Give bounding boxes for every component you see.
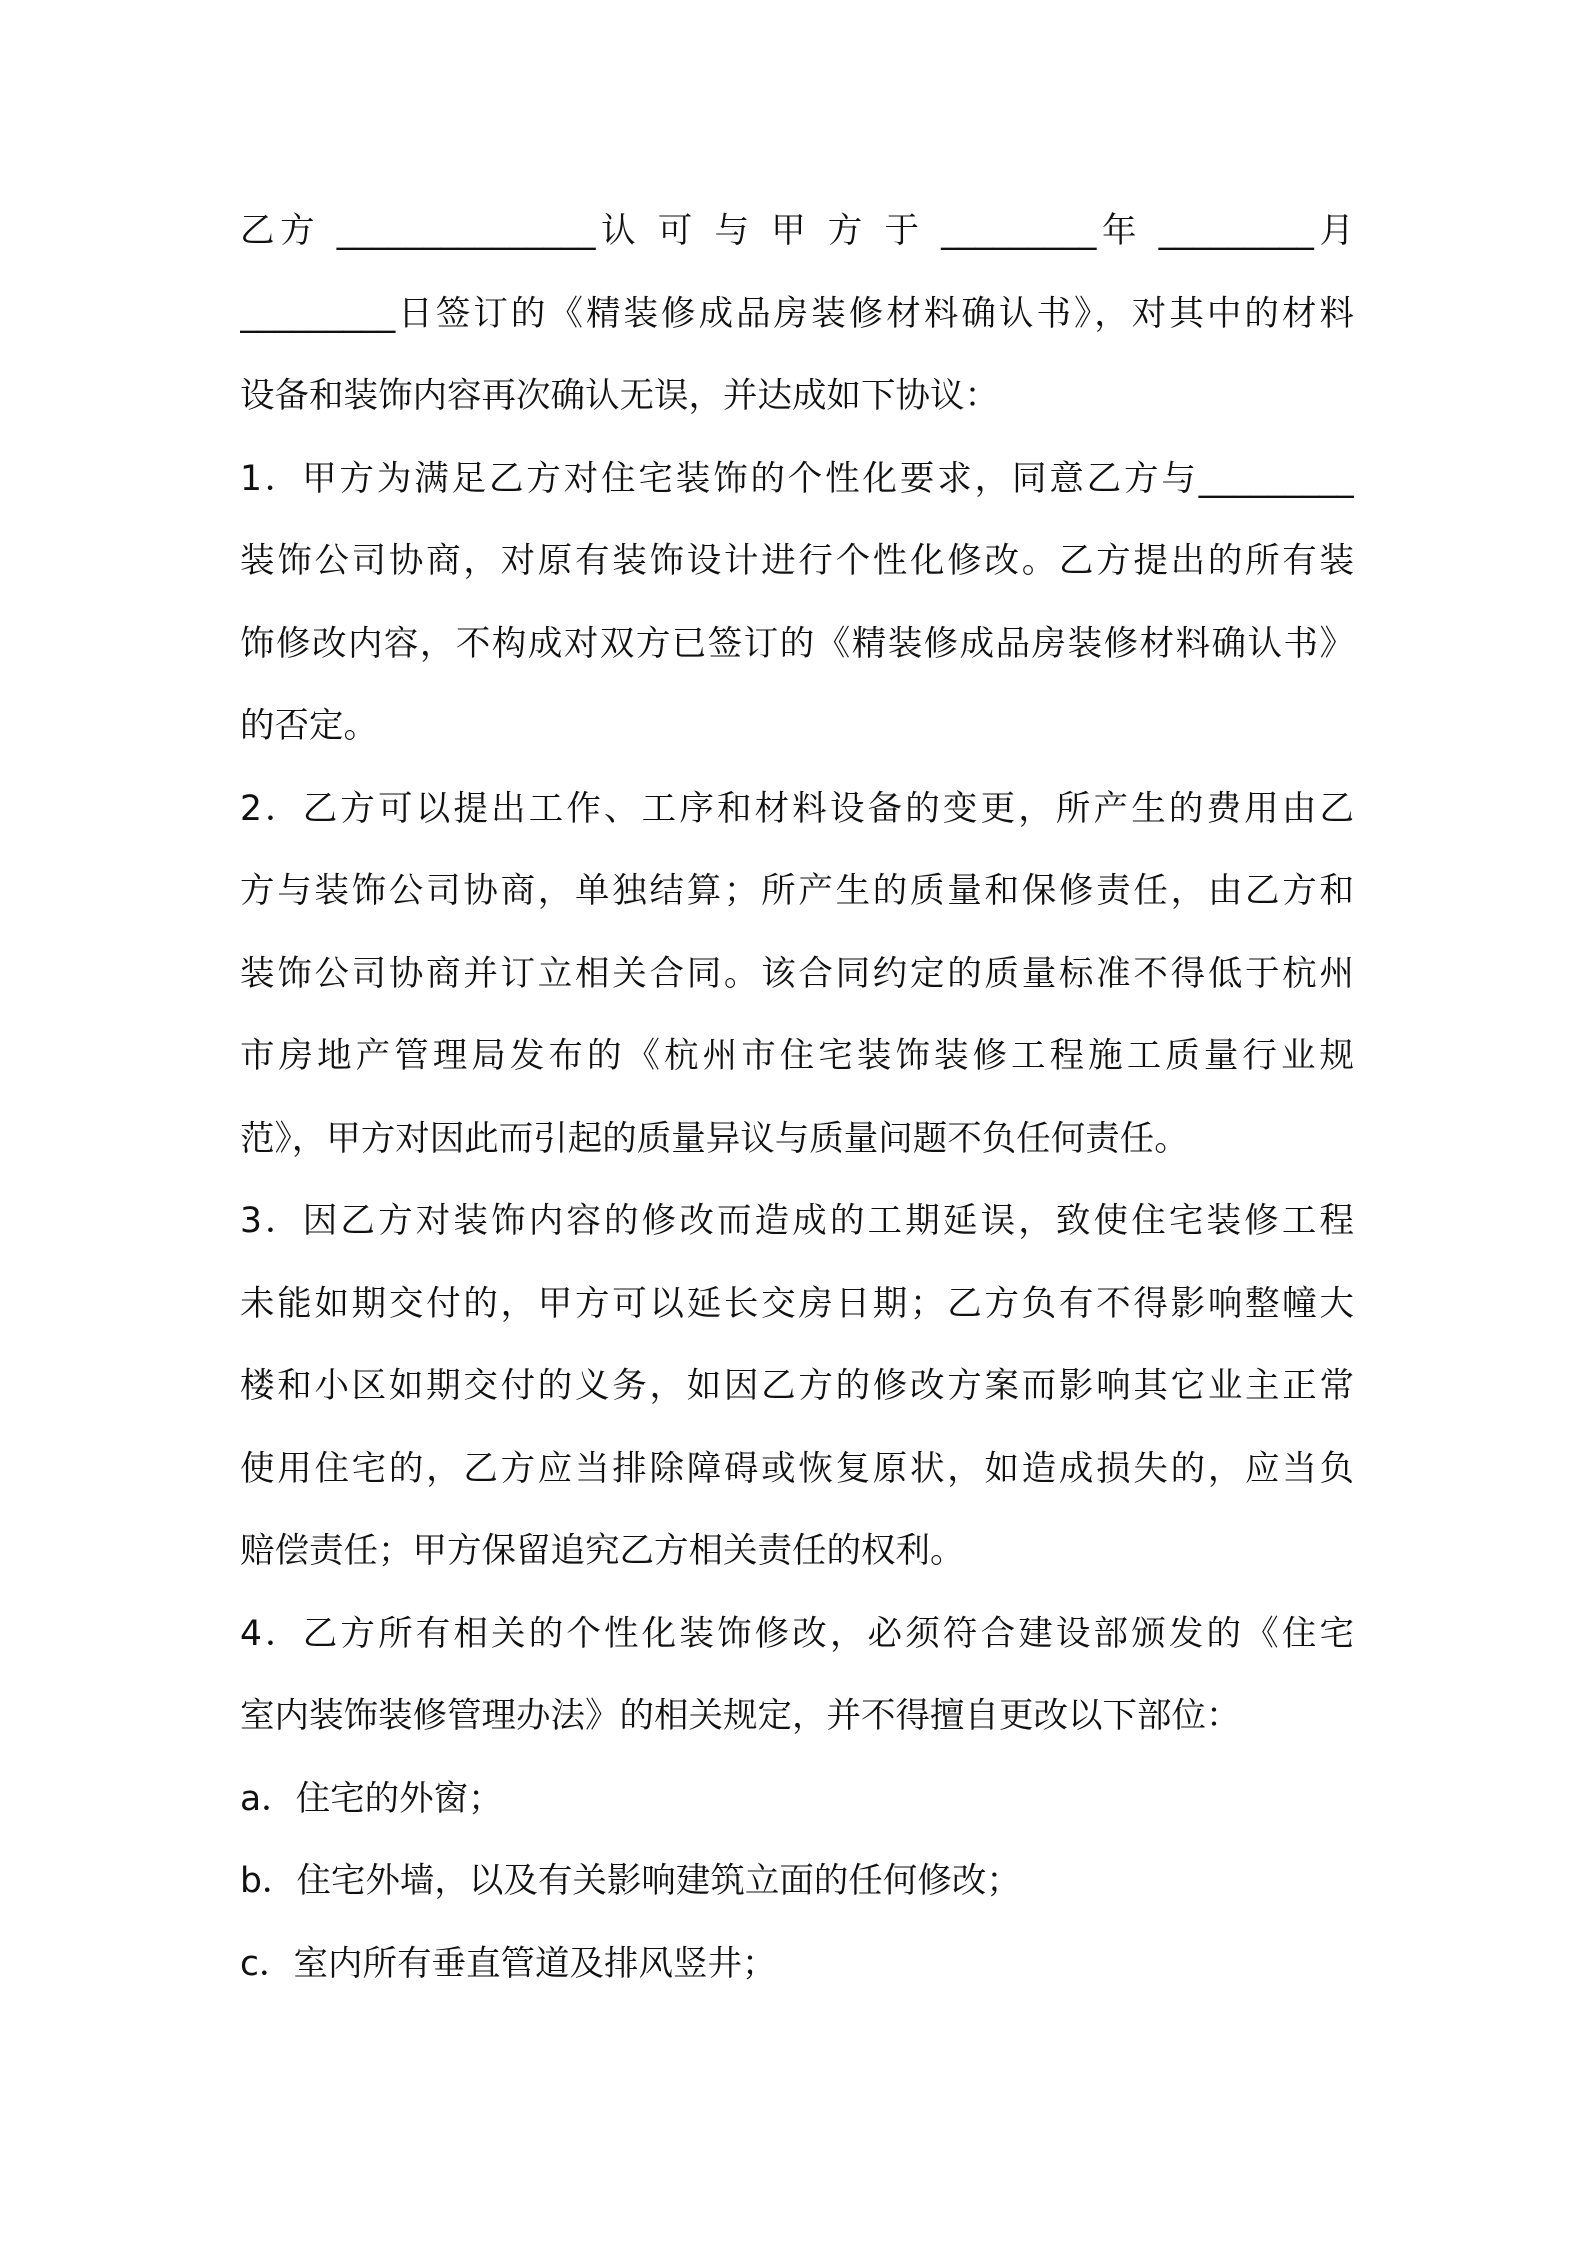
text-line: 1．甲方为满足乙方对住宅装饰的个性化要求，同意乙方与_________ (240, 458, 1354, 499)
text-line: _________日签订的《精装修成品房装修材料确认书》，对其中的材料 (240, 293, 1354, 334)
text-line: 赔偿责任；甲方保留追究乙方相关责任的权利。 (240, 1531, 965, 1571)
text-line: 使用住宅的，乙方应当排除障碍或恢复原状，如造成损失的，应当负 (240, 1448, 1354, 1489)
text-line: a．住宅的外窗； (240, 1778, 503, 1819)
text-line: 范》，甲方对因此而引起的质量异议与质量问题不负任何责任。 (240, 1118, 1189, 1159)
text-line: 方与装饰公司协商，单独结算；所产生的质量和保修责任，由乙方和 (240, 871, 1354, 911)
document-page (240, 190, 1354, 2040)
text-line: 装饰公司协商并订立相关合同。该合同约定的质量标准不得低于杭州 (240, 953, 1354, 994)
text-line: 饰修改内容，不构成对双方已签订的《精装修成品房装修材料确认书》 (240, 623, 1354, 664)
text-line: 4．乙方所有相关的个性化装饰修改，必须符合建设部颁发的《住宅 (240, 1613, 1354, 1654)
text-line: 的否定。 (240, 706, 378, 746)
text-line: 3．因乙方对装饰内容的修改而造成的工期延误，致使住宅装修工程 (240, 1201, 1354, 1241)
text-line: 市房地产管理局发布的《杭州市住宅装饰装修工程施工质量行业规 (240, 1036, 1354, 1076)
text-line: 装饰公司协商，对原有装饰设计进行个性化修改。乙方提出的所有装 (240, 541, 1354, 581)
text-line: 楼和小区如期交付的义务，如因乙方的修改方案而影响其它业主正常 (240, 1366, 1354, 1406)
text-line: b．住宅外墙，以及有关影响建筑立面的任何修改； (240, 1861, 1021, 1901)
text-line: 室内装饰装修管理办法》的相关规定，并不得擅自更改以下部位： (240, 1696, 1241, 1736)
text-line: 设备和装饰内容再次确认无误，并达成如下协议： (240, 376, 999, 416)
text-line: c．室内所有垂直管道及排风竖井； (240, 1943, 777, 1984)
text-line: 乙方 _______________认 可 与 甲 方 于 _________年 _________月 (240, 211, 1354, 251)
text-line: 未能如期交付的，甲方可以延长交房日期；乙方负有不得影响整幢大 (240, 1283, 1354, 1324)
text-line: 2．乙方可以提出工作、工序和材料设备的变更，所产生的费用由乙 (240, 788, 1354, 829)
